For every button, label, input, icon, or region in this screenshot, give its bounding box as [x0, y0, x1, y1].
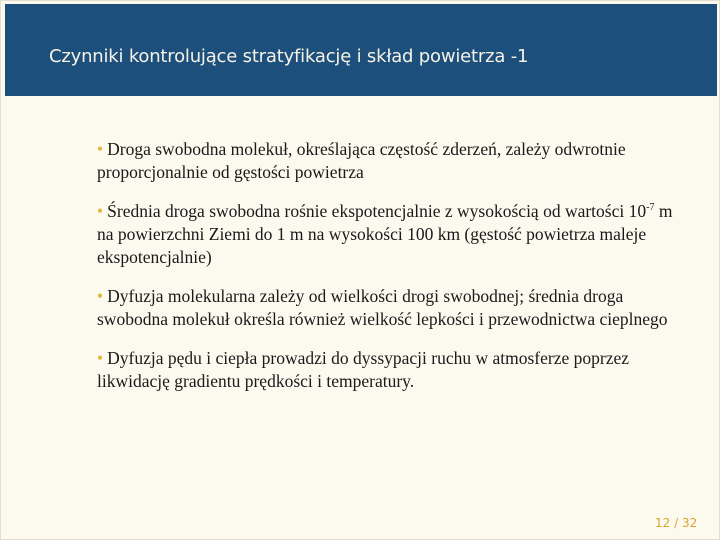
slide-title: Czynniki kontrolujące stratyfikację i skład powietrza -1: [49, 46, 529, 67]
bullet-icon: •: [97, 348, 104, 368]
bullet-text: Średnia droga swobodna rośnie ekspotencjalnie z wysokością od wartości 10: [107, 201, 647, 221]
bullet-text-continued: m na powierzchni Ziemi do 1 m na wysokości 100 km (gęstość powietrza maleje ekspotencjalnie): [97, 201, 673, 267]
bullet-text: Dyfuzja molekularna zależy od wielkości drogi swobodnej; średnia droga swobodna molekuł określa również wielkość lepkości i przewodnictwa cieplnego: [97, 286, 668, 329]
bullet-text: Dyfuzja pędu i ciepła prowadzi do dyssypacji ruchu w atmosferze poprzez likwidację gradientu prędkości i temperatury.: [97, 348, 630, 391]
bullet-icon: •: [97, 201, 104, 221]
bullet-item-3: [97, 285, 677, 331]
title-bar: [5, 4, 717, 96]
exponent: -7: [646, 202, 655, 214]
bullet-list: [97, 138, 677, 409]
bullet-icon: •: [97, 286, 104, 306]
bullet-item-4: [97, 347, 677, 393]
bullet-text: Droga swobodna molekuł, określająca częstość zderzeń, zależy odwrotnie proporcjonalnie od gęstości powietrza: [97, 139, 626, 182]
bullet-item-1: [97, 138, 677, 184]
bullet-item-2: [97, 200, 677, 269]
bullet-icon: •: [97, 139, 104, 159]
page-number: 12 / 32: [655, 516, 698, 530]
